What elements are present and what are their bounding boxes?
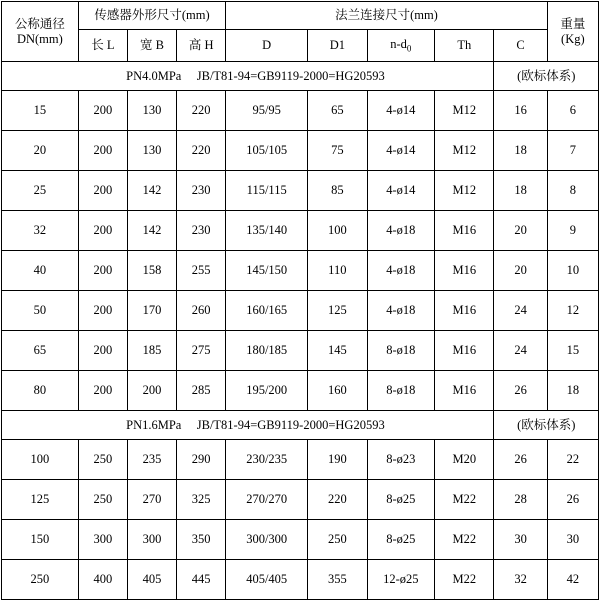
cell-height-h: 325 (177, 480, 226, 520)
cell-height-h: 230 (177, 171, 226, 211)
cell-d: 135/140 (226, 211, 308, 251)
cell-d1: 220 (308, 480, 367, 520)
cell-c: 20 (494, 251, 547, 291)
cell-c: 26 (494, 371, 547, 411)
pressure-band-row (2, 62, 599, 91)
pressure-band-label (2, 411, 494, 440)
cell-dn: 100 (2, 440, 79, 480)
cell-n-d0: 8-ø18 (367, 331, 435, 371)
cell-c: 24 (494, 291, 547, 331)
table-row (2, 480, 599, 520)
pressure-band-label (2, 62, 494, 91)
cell-length-l: 200 (78, 371, 127, 411)
cell-n-d0: 4-ø18 (367, 211, 435, 251)
cell-th: M16 (435, 211, 494, 251)
cell-dn: 80 (2, 371, 79, 411)
cell-length-l: 250 (78, 480, 127, 520)
cell-weight: 18 (547, 371, 598, 411)
cell-th: M16 (435, 251, 494, 291)
header-width-b: 宽 B (127, 30, 176, 62)
cell-c: 32 (494, 560, 547, 600)
cell-d1: 85 (308, 171, 367, 211)
table-row (2, 560, 599, 600)
cell-weight: 22 (547, 440, 598, 480)
table-row (2, 291, 599, 331)
cell-width-b: 185 (127, 331, 176, 371)
header-weight (547, 2, 598, 62)
table-row (2, 91, 599, 131)
header-d1: D1 (308, 30, 367, 62)
cell-length-l: 300 (78, 520, 127, 560)
cell-width-b: 142 (127, 211, 176, 251)
cell-dn: 150 (2, 520, 79, 560)
cell-d1: 250 (308, 520, 367, 560)
cell-th: M12 (435, 91, 494, 131)
table-body (2, 62, 599, 600)
cell-length-l: 200 (78, 131, 127, 171)
cell-n-d0: 8-ø23 (367, 440, 435, 480)
table-row (2, 440, 599, 480)
header-group-flange-dimensions: 法兰连接尺寸(mm) (226, 2, 547, 30)
cell-height-h: 220 (177, 131, 226, 171)
cell-width-b: 130 (127, 91, 176, 131)
cell-weight: 26 (547, 480, 598, 520)
cell-th: M16 (435, 371, 494, 411)
cell-weight: 10 (547, 251, 598, 291)
pressure-rating: PN4.0MPa (126, 68, 182, 83)
cell-d1: 190 (308, 440, 367, 480)
cell-length-l: 200 (78, 251, 127, 291)
header-group-sensor-dimensions: 传感器外形尺寸(mm) (78, 2, 225, 30)
cell-length-l: 200 (78, 291, 127, 331)
cell-n-d0: 4-ø14 (367, 91, 435, 131)
table-row (2, 171, 599, 211)
cell-th: M16 (435, 331, 494, 371)
cell-height-h: 260 (177, 291, 226, 331)
cell-th: M22 (435, 560, 494, 600)
cell-length-l: 200 (78, 171, 127, 211)
header-c: C (494, 30, 547, 62)
cell-n-d0: 4-ø18 (367, 251, 435, 291)
cell-dn: 250 (2, 560, 79, 600)
cell-c: 18 (494, 131, 547, 171)
table-row (2, 211, 599, 251)
cell-th: M12 (435, 171, 494, 211)
cell-weight: 12 (547, 291, 598, 331)
cell-c: 20 (494, 211, 547, 251)
table-row (2, 251, 599, 291)
cell-d: 105/105 (226, 131, 308, 171)
cell-d: 270/270 (226, 480, 308, 520)
cell-d: 95/95 (226, 91, 308, 131)
cell-n-d0: 8-ø18 (367, 371, 435, 411)
cell-d: 160/165 (226, 291, 308, 331)
cell-width-b: 300 (127, 520, 176, 560)
table-row (2, 520, 599, 560)
cell-dn: 25 (2, 171, 79, 211)
cell-d1: 125 (308, 291, 367, 331)
cell-d1: 75 (308, 131, 367, 171)
cell-dn: 40 (2, 251, 79, 291)
cell-n-d0: 4-ø14 (367, 171, 435, 211)
cell-width-b: 200 (127, 371, 176, 411)
cell-d: 115/115 (226, 171, 308, 211)
cell-d: 145/150 (226, 251, 308, 291)
cell-c: 30 (494, 520, 547, 560)
cell-d1: 355 (308, 560, 367, 600)
cell-height-h: 255 (177, 251, 226, 291)
header-weight-line2: (Kg) (561, 31, 585, 46)
cell-weight: 7 (547, 131, 598, 171)
table-row (2, 371, 599, 411)
header-weight-line1: 重量 (560, 17, 586, 32)
header-n-d0-prefix: n-d (390, 37, 407, 52)
standard-reference: JB/T81-94=GB9119-2000=HG20593 (196, 68, 385, 83)
cell-d1: 160 (308, 371, 367, 411)
cell-width-b: 170 (127, 291, 176, 331)
standard-system-note: (欧标体系) (494, 411, 599, 440)
cell-th: M22 (435, 520, 494, 560)
cell-d: 405/405 (226, 560, 308, 600)
cell-n-d0: 4-ø18 (367, 291, 435, 331)
cell-dn: 32 (2, 211, 79, 251)
header-n-d0-subscript: 0 (406, 43, 412, 54)
pressure-band-row (2, 411, 599, 440)
cell-d: 300/300 (226, 520, 308, 560)
cell-height-h: 220 (177, 91, 226, 131)
cell-d1: 100 (308, 211, 367, 251)
cell-th: M16 (435, 291, 494, 331)
table-header-group-row (2, 2, 599, 30)
cell-width-b: 405 (127, 560, 176, 600)
specification-table (1, 1, 599, 600)
cell-n-d0: 8-ø25 (367, 480, 435, 520)
cell-dn: 15 (2, 91, 79, 131)
cell-length-l: 250 (78, 440, 127, 480)
cell-width-b: 235 (127, 440, 176, 480)
header-d: D (226, 30, 308, 62)
header-nominal-diameter (2, 2, 79, 62)
cell-d: 180/185 (226, 331, 308, 371)
cell-width-b: 130 (127, 131, 176, 171)
cell-height-h: 285 (177, 371, 226, 411)
standard-reference: JB/T81-94=GB9119-2000=HG20593 (196, 417, 385, 432)
cell-weight: 6 (547, 91, 598, 131)
cell-c: 16 (494, 91, 547, 131)
header-nominal-diameter-line1: 公称通径 (14, 17, 65, 32)
cell-weight: 8 (547, 171, 598, 211)
cell-length-l: 200 (78, 211, 127, 251)
cell-dn: 125 (2, 480, 79, 520)
cell-th: M22 (435, 480, 494, 520)
cell-c: 18 (494, 171, 547, 211)
cell-weight: 42 (547, 560, 598, 600)
cell-d: 230/235 (226, 440, 308, 480)
cell-d1: 110 (308, 251, 367, 291)
cell-height-h: 290 (177, 440, 226, 480)
cell-weight: 15 (547, 331, 598, 371)
cell-height-h: 230 (177, 211, 226, 251)
cell-d1: 145 (308, 331, 367, 371)
cell-width-b: 158 (127, 251, 176, 291)
cell-length-l: 200 (78, 91, 127, 131)
cell-weight: 30 (547, 520, 598, 560)
cell-weight: 9 (547, 211, 598, 251)
header-th: Th (435, 30, 494, 62)
cell-width-b: 270 (127, 480, 176, 520)
table-row (2, 131, 599, 171)
cell-height-h: 350 (177, 520, 226, 560)
cell-c: 24 (494, 331, 547, 371)
cell-n-d0: 8-ø25 (367, 520, 435, 560)
cell-th: M12 (435, 131, 494, 171)
cell-n-d0: 4-ø14 (367, 131, 435, 171)
cell-width-b: 142 (127, 171, 176, 211)
cell-height-h: 275 (177, 331, 226, 371)
header-length-l: 长 L (78, 30, 127, 62)
cell-length-l: 200 (78, 331, 127, 371)
table-header-sub-row (2, 30, 599, 62)
header-nominal-diameter-line2: DN(mm) (16, 31, 63, 46)
table-row (2, 331, 599, 371)
cell-dn: 65 (2, 331, 79, 371)
cell-d: 195/200 (226, 371, 308, 411)
cell-height-h: 445 (177, 560, 226, 600)
header-n-d0 (367, 30, 435, 62)
cell-length-l: 400 (78, 560, 127, 600)
pressure-rating: PN1.6MPa (126, 417, 182, 432)
cell-d1: 65 (308, 91, 367, 131)
standard-system-note: (欧标体系) (494, 62, 599, 91)
cell-c: 28 (494, 480, 547, 520)
cell-th: M20 (435, 440, 494, 480)
cell-n-d0: 12-ø25 (367, 560, 435, 600)
cell-c: 26 (494, 440, 547, 480)
cell-dn: 20 (2, 131, 79, 171)
cell-dn: 50 (2, 291, 79, 331)
header-height-h: 高 H (177, 30, 226, 62)
